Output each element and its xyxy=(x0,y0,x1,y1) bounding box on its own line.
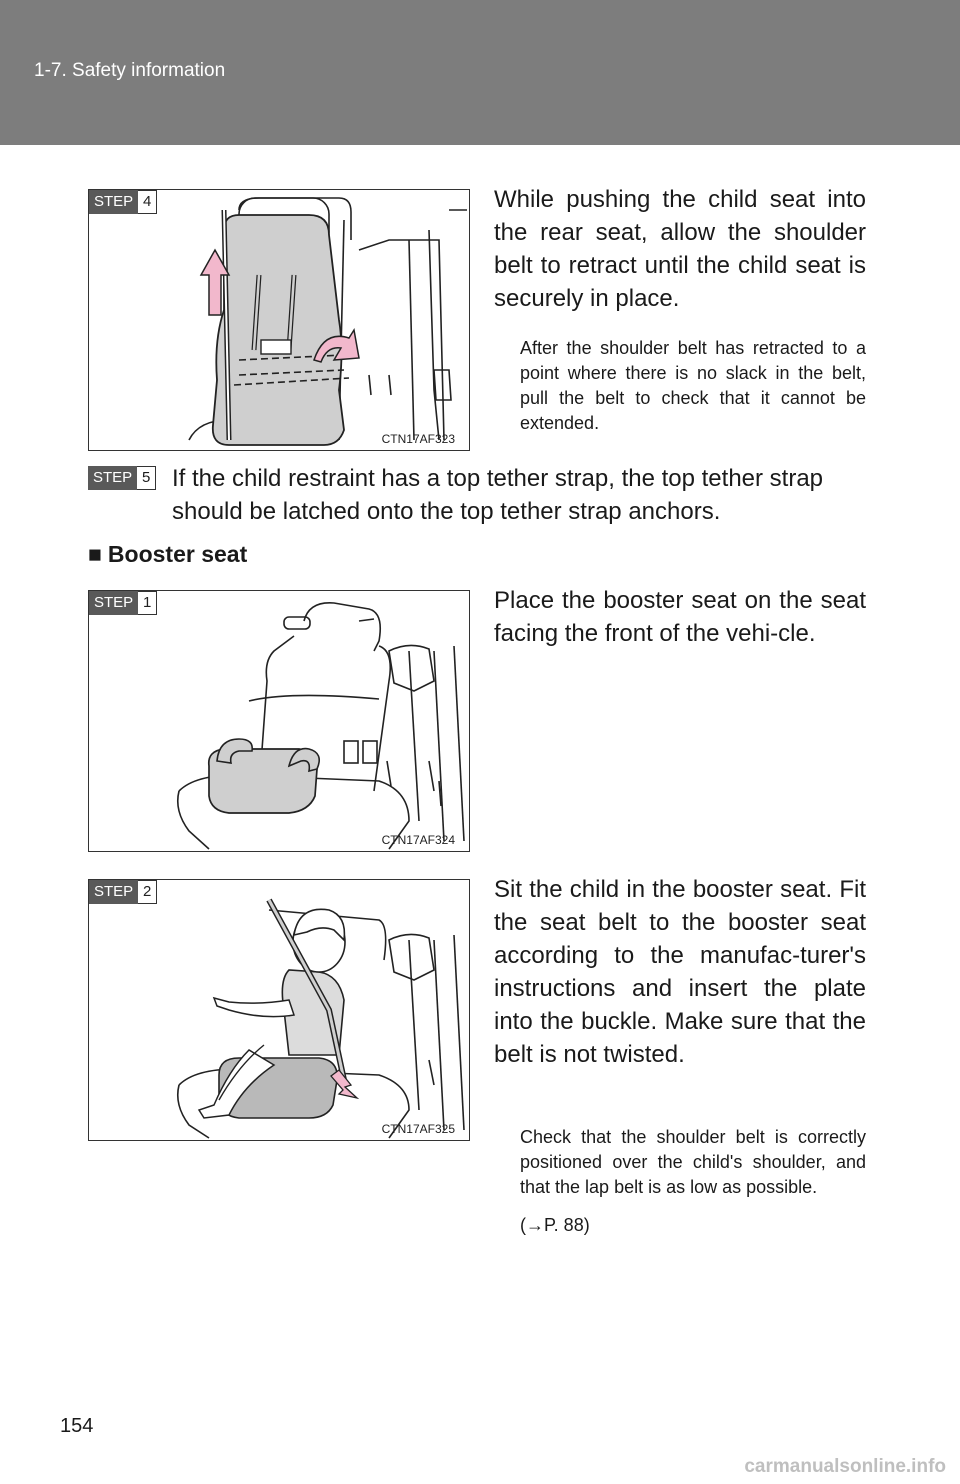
child-in-booster-illustration xyxy=(89,880,469,1140)
section-heading xyxy=(88,541,247,568)
figure-code: CTN17AF324 xyxy=(381,833,455,847)
child-seat-illustration xyxy=(89,190,469,450)
step-4-text: While pushing the child seat into the rear seat, allow the shoulder belt to retract until the child seat is securely in place. xyxy=(494,186,866,312)
page-header xyxy=(0,0,960,145)
step-2-note: Check that the shoulder belt is correctly positioned over the child's shoulder, and that the lap belt is as low as possible. xyxy=(520,1127,866,1197)
page-number: 154 xyxy=(60,1415,94,1437)
figure-code: CTN17AF325 xyxy=(381,1122,455,1136)
step-5-text: If the child restraint has a top tether strap, the top tether strap should be latched onto the top tether strap anchors. xyxy=(172,465,824,525)
step-badge-label: STEP xyxy=(88,466,137,490)
booster-seat-illustration xyxy=(89,591,469,851)
figure-step-1 xyxy=(88,590,470,852)
step-5-badge xyxy=(88,466,156,490)
step-badge-number: 1 xyxy=(138,591,157,615)
step-4-note: After the shoulder belt has retracted to a point where there is no slack in the belt, pull the belt to check that it cannot be extended. xyxy=(520,338,866,433)
step-badge-number: 5 xyxy=(137,466,156,490)
step-badge-label: STEP xyxy=(89,591,138,615)
figure-code: CTN17AF323 xyxy=(381,432,455,446)
bullet-square-icon: ■ xyxy=(88,541,102,567)
step-badge xyxy=(89,190,157,214)
step-badge-label: STEP xyxy=(89,190,138,214)
section-title: 1-7. Safety information xyxy=(34,60,226,81)
heading-text: Booster seat xyxy=(107,541,248,567)
figure-step-4 xyxy=(88,189,470,451)
step-badge-number: 2 xyxy=(138,880,157,904)
page-reference: (→P. 88) xyxy=(520,1215,590,1235)
figure-step-2 xyxy=(88,879,470,1141)
step-badge xyxy=(89,880,157,904)
step-2-text: Sit the child in the booster seat. Fit the seat belt to the booster seat according to the manufac-turer's instructions and insert the plate into the buckle. Make sure that the belt is not twisted. xyxy=(494,876,866,1068)
step-badge-number: 4 xyxy=(138,190,157,214)
step-1-text: Place the booster seat on the seat facing the front of the vehi-cle. xyxy=(494,587,866,647)
watermark: carmanualsonline.info xyxy=(744,1456,946,1477)
step-badge xyxy=(89,591,157,615)
step-badge-label: STEP xyxy=(89,880,138,904)
